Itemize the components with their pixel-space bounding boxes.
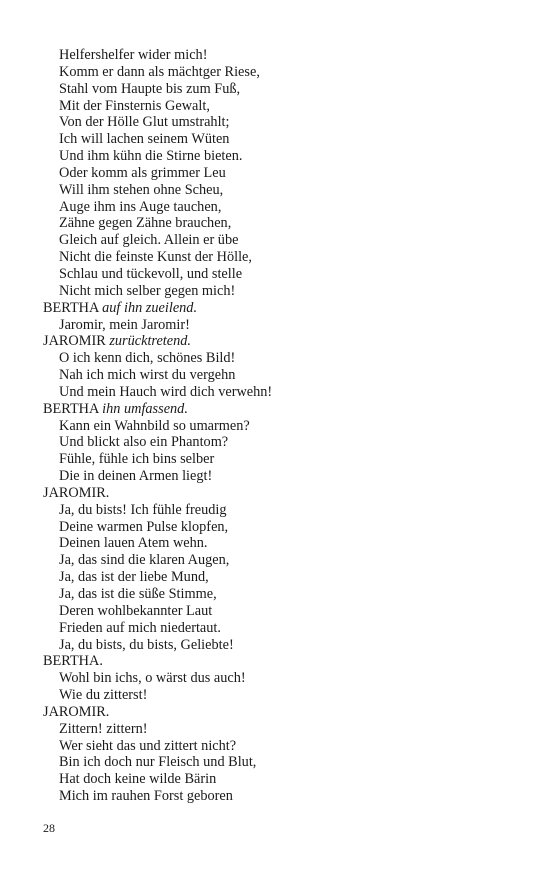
speaker-line [43, 401, 523, 418]
page-number: 28 [43, 821, 55, 835]
verse-line: Will ihm stehen ohne Scheu, [59, 181, 224, 198]
verse-line: Jaromir, mein Jaromir! [59, 316, 190, 333]
speaker-name: JAROMIR. [43, 703, 110, 720]
verse-line: Nicht mich selber gegen mich! [59, 282, 236, 299]
speaker-line [43, 300, 523, 317]
verse-line: Stahl vom Haupte bis zum Fuß, [59, 80, 241, 97]
speaker-line [43, 653, 523, 670]
stage-direction: ihn umfassend. [102, 400, 188, 417]
verse-line: Deren wohlbekannter Laut [59, 602, 213, 619]
verse-line: Frieden auf mich niedertaut. [59, 619, 221, 636]
verse-line: Komm er dann als mächtger Riese, [59, 63, 260, 80]
verse-line: Fühle, fühle ich bins selber [59, 451, 215, 468]
verse-line: Deine warmen Pulse klopfen, [59, 518, 229, 535]
verse-line: Ja, du bists, du bists, Geliebte! [59, 636, 234, 653]
speaker-line [43, 485, 523, 502]
speaker-name: BERTHA [43, 299, 99, 316]
speaker-name: JAROMIR. [43, 484, 110, 501]
speaker-name: BERTHA. [43, 653, 103, 670]
speaker-line [43, 333, 523, 350]
verse-line: Ja, du bists! Ich fühle freudig [59, 501, 227, 518]
speaker-line [43, 704, 523, 721]
verse-line: Oder komm als grimmer Leu [59, 164, 226, 181]
verse-line: Kann ein Wahnbild so umarmen? [59, 417, 250, 434]
verse-line: Wer sieht das und zittert nicht? [59, 737, 237, 754]
verse-line: Von der Hölle Glut umstrahlt; [59, 114, 230, 131]
verse-line: Ja, das ist die süße Stimme, [59, 586, 217, 602]
play-text [43, 47, 523, 805]
speaker-name: BERTHA [43, 400, 99, 417]
verse-line: Nah ich mich wirst du vergehn [59, 367, 236, 384]
verse-line: Mich im rauhen Forst geboren [59, 788, 233, 805]
verse-line: Auge ihm ins Auge tauchen, [59, 198, 222, 215]
verse-line: Und mein Hauch wird dich verwehn! [59, 383, 273, 400]
verse-line: Zähne gegen Zähne brauchen, [59, 215, 232, 232]
verse-line: Helfershelfer wider mich! [59, 47, 208, 63]
verse-line: Nicht die feinste Kunst der Hölle, [59, 249, 252, 266]
verse-line: Wie du zitterst! [59, 687, 148, 704]
verse-line: Bin ich doch nur Fleisch und Blut, [59, 754, 257, 771]
verse-line: O ich kenn dich, schönes Bild! [59, 350, 236, 367]
verse-line: Und ihm kühn die Stirne bieten. [59, 148, 243, 165]
verse-line: Hat doch keine wilde Bärin [59, 771, 217, 788]
verse-line: Deinen lauen Atem wehn. [59, 535, 208, 552]
verse-line: Wohl bin ichs, o wärst dus auch! [59, 670, 246, 687]
speaker-name: JAROMIR [43, 333, 106, 350]
verse-line: Ja, das sind die klaren Augen, [59, 552, 230, 569]
verse-line: Die in deinen Armen liegt! [59, 468, 213, 485]
verse-line: Zittern! zittern! [59, 720, 148, 737]
verse-line: Ich will lachen seinem Wüten [59, 131, 230, 148]
verse-line: Mit der Finsternis Gewalt, [59, 97, 210, 114]
verse-line: Gleich auf gleich. Allein er übe [59, 232, 239, 249]
stage-direction: zurücktretend. [109, 333, 191, 350]
verse-line: Und blickt also ein Phantom? [59, 434, 229, 451]
stage-direction: auf ihn zueilend. [102, 299, 198, 316]
verse-line: Ja, das ist der liebe Mund, [59, 569, 209, 586]
verse-line: Schlau und tückevoll, und stelle [59, 265, 243, 282]
